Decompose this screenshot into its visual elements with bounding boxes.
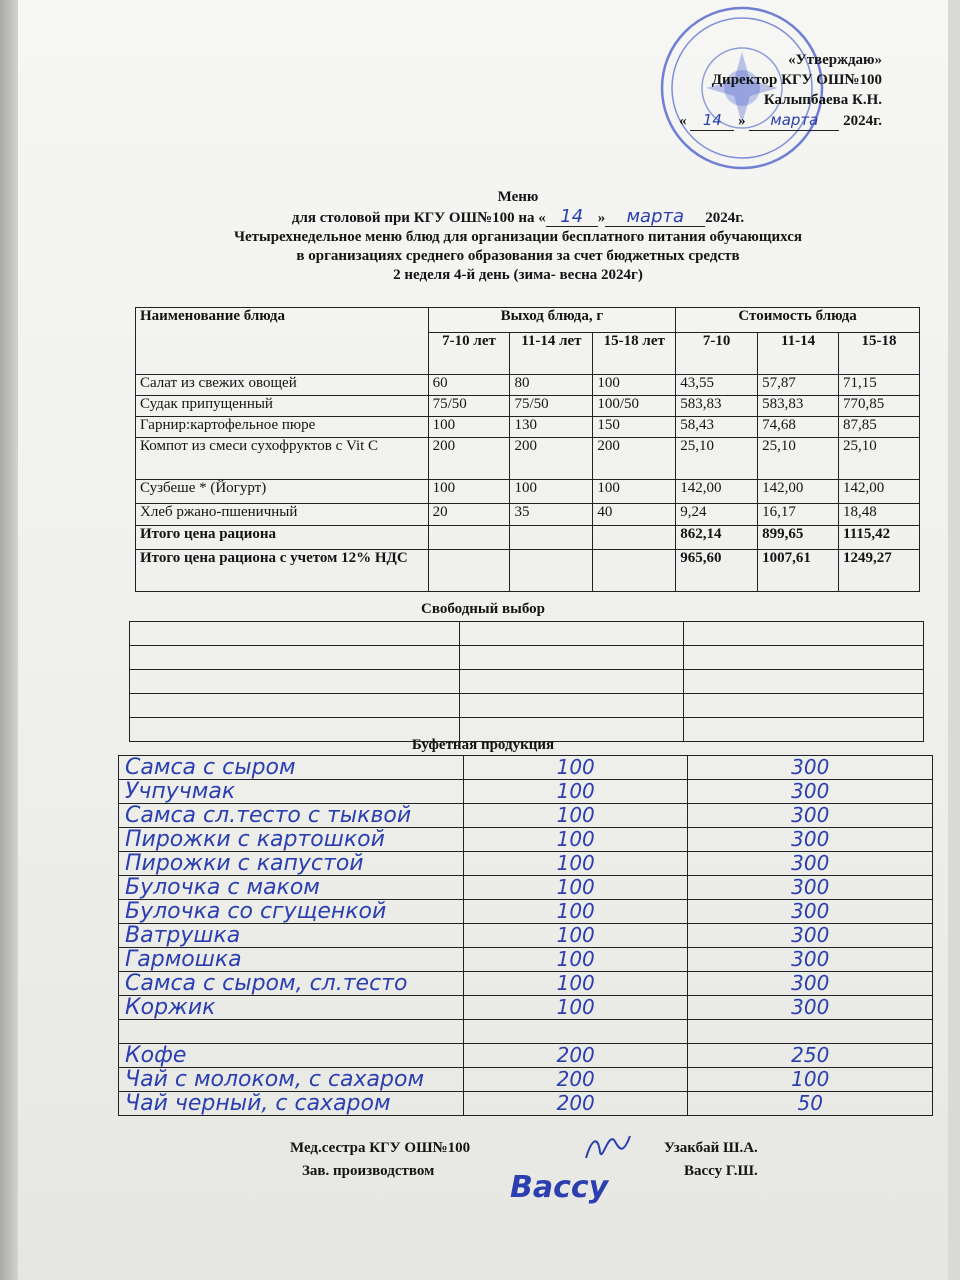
header-line2-mid: »	[597, 210, 606, 226]
paper-shadow	[0, 0, 18, 1280]
buffet-item-price: 300	[688, 972, 933, 996]
output-15-18: 100/50	[593, 396, 676, 417]
buffet-item-weight: 100	[463, 876, 688, 900]
output-11-14: 200	[510, 438, 593, 480]
header-day: 14	[546, 207, 598, 227]
age-out-2: 11-14 лет	[510, 333, 593, 375]
cost-7-10: 583,83	[676, 396, 758, 417]
total-11-14: 899,65	[758, 526, 839, 550]
dish-name: Гарнир:картофельное пюре	[136, 417, 429, 438]
table-row	[119, 996, 933, 1020]
table-row	[119, 756, 933, 780]
output-7-10: 200	[428, 438, 510, 480]
cost-11-14: 16,17	[758, 504, 839, 526]
menu-header-line-4: в организациях среднего образования за счет бюджетных средств	[296, 248, 740, 264]
dish-name: Компот из смеси сухофруктов с Vit C	[136, 438, 429, 480]
total-row	[136, 526, 920, 550]
table-row	[136, 504, 920, 526]
cost-11-14: 25,10	[758, 438, 839, 480]
table-row	[119, 804, 933, 828]
table-row	[119, 924, 933, 948]
document-page	[18, 0, 948, 1280]
buffet-item-name: Кофе	[119, 1044, 464, 1068]
chef-signature: Вассу	[510, 1170, 609, 1205]
nurse-name: Узакбай Ш.А.	[664, 1140, 758, 1156]
buffet-item-weight: 100	[463, 948, 688, 972]
cost-7-10: 58,43	[676, 417, 758, 438]
approval-date-year: 2024г.	[843, 113, 882, 129]
output-7-10: 75/50	[428, 396, 510, 417]
header-line2-prefix: для столовой при КГУ ОШ№100 на «	[291, 210, 546, 226]
buffet-item-price: 100	[688, 1068, 933, 1092]
table-row	[119, 876, 933, 900]
approval-line-2: Директор КГУ ОШ№100	[711, 72, 882, 88]
buffet-item-weight: 100	[463, 972, 688, 996]
buffet-item-name: Учпучмак	[119, 780, 464, 804]
output-11-14: 35	[510, 504, 593, 526]
table-row	[136, 417, 920, 438]
buffet-item-price: 300	[688, 948, 933, 972]
buffet-item-name: Чай с молоком, с сахаром	[119, 1068, 464, 1092]
buffet-item-price: 300	[688, 924, 933, 948]
menu-title: Меню	[497, 189, 539, 205]
output-15-18: 200	[593, 438, 676, 480]
buffet-item-weight	[463, 1020, 688, 1044]
table-row	[119, 1020, 933, 1044]
approval-date	[679, 110, 882, 131]
buffet-item-name	[119, 1020, 464, 1044]
buffet-item-name: Самса сл.тесто с тыквой	[119, 804, 464, 828]
total-vat-15-18: 1249,27	[839, 550, 920, 592]
output-15-18: 100	[593, 480, 676, 504]
cost-7-10: 142,00	[676, 480, 758, 504]
output-11-14: 75/50	[510, 396, 593, 417]
buffet-item-name: Самса с сыром	[119, 756, 464, 780]
menu-header-line-5: 2 неделя 4-й день (зима- весна 2024г)	[393, 267, 643, 283]
total-vat-label: Итого цена рациона с учетом 12% НДС	[136, 550, 429, 592]
buffet-table	[118, 755, 933, 1116]
age-cost-3: 15-18	[839, 333, 920, 375]
nurse-signature-icon	[578, 1128, 638, 1168]
nurse-label: Мед.сестра КГУ ОШ№100	[290, 1140, 471, 1156]
buffet-item-price: 300	[688, 828, 933, 852]
buffet-item-weight: 100	[463, 780, 688, 804]
buffet-item-price: 300	[688, 900, 933, 924]
buffet-item-name: Чай черный, с сахаром	[119, 1092, 464, 1116]
buffet-item-name: Пирожки с картошкой	[119, 828, 464, 852]
buffet-item-price: 300	[688, 876, 933, 900]
table-row	[130, 694, 924, 718]
buffet-item-price	[688, 1020, 933, 1044]
menu-header-date-line	[138, 207, 898, 228]
table-row	[119, 972, 933, 996]
buffet-item-weight: 100	[463, 924, 688, 948]
total-vat-11-14: 1007,61	[758, 550, 839, 592]
age-out-1: 7-10 лет	[428, 333, 510, 375]
buffet-item-name: Булочка с маком	[119, 876, 464, 900]
buffet-item-weight: 100	[463, 900, 688, 924]
cost-7-10: 43,55	[676, 375, 758, 396]
total-15-18: 1115,42	[839, 526, 920, 550]
buffet-item-weight: 100	[463, 804, 688, 828]
menu-table	[135, 307, 920, 592]
approval-date-day: 14	[690, 110, 734, 131]
output-11-14: 100	[510, 480, 593, 504]
col-header-output: Выход блюда, г	[428, 308, 676, 333]
table-row	[136, 396, 920, 417]
col-header-dish-name: Наименование блюда	[136, 308, 429, 375]
cost-7-10: 9,24	[676, 504, 758, 526]
header-month: марта	[605, 207, 705, 227]
cost-15-18: 25,10	[839, 438, 920, 480]
buffet-item-price: 250	[688, 1044, 933, 1068]
buffet-item-price: 300	[688, 996, 933, 1020]
output-11-14: 130	[510, 417, 593, 438]
approval-line-1: «Утверждаю»	[788, 52, 882, 68]
table-row	[119, 1092, 933, 1116]
output-7-10: 20	[428, 504, 510, 526]
table-row	[136, 438, 920, 480]
approval-date-month: марта	[749, 110, 839, 131]
buffet-item-price: 300	[688, 780, 933, 804]
chef-name: Вассу Г.Ш.	[684, 1163, 758, 1179]
menu-header-line-3: Четырехнедельное меню блюд для организации бесплатного питания обучающихся	[233, 229, 803, 245]
buffet-item-name: Пирожки с капустой	[119, 852, 464, 876]
dish-name: Судак припущенный	[136, 396, 429, 417]
buffet-item-price: 50	[688, 1092, 933, 1116]
output-7-10: 100	[428, 417, 510, 438]
cost-15-18: 18,48	[839, 504, 920, 526]
approval-date-open: «	[679, 113, 687, 129]
output-15-18: 100	[593, 375, 676, 396]
buffet-item-weight: 200	[463, 1092, 688, 1116]
buffet-title: Буфетная продукция	[411, 737, 555, 753]
total-vat-row	[136, 550, 920, 592]
cost-11-14: 74,68	[758, 417, 839, 438]
table-row	[119, 828, 933, 852]
cost-11-14: 57,87	[758, 375, 839, 396]
header-line2-suffix: 2024г.	[705, 210, 745, 226]
cost-15-18: 142,00	[839, 480, 920, 504]
output-7-10: 60	[428, 375, 510, 396]
buffet-item-price: 300	[688, 852, 933, 876]
buffet-item-price: 300	[688, 756, 933, 780]
buffet-item-weight: 100	[463, 852, 688, 876]
table-row	[130, 622, 924, 646]
buffet-item-weight: 100	[463, 996, 688, 1020]
output-15-18: 150	[593, 417, 676, 438]
output-7-10: 100	[428, 480, 510, 504]
total-label: Итого цена рациона	[136, 526, 429, 550]
table-row	[136, 375, 920, 396]
table-row	[119, 852, 933, 876]
dish-name: Салат из свежих овощей	[136, 375, 429, 396]
cost-15-18: 71,15	[839, 375, 920, 396]
table-row	[119, 948, 933, 972]
cost-15-18: 87,85	[839, 417, 920, 438]
approval-block	[679, 50, 882, 131]
menu-header	[138, 188, 898, 285]
buffet-item-weight: 200	[463, 1044, 688, 1068]
cost-7-10: 25,10	[676, 438, 758, 480]
age-out-3: 15-18 лет	[593, 333, 676, 375]
total-7-10: 862,14	[676, 526, 758, 550]
buffet-item-name: Коржик	[119, 996, 464, 1020]
output-11-14: 80	[510, 375, 593, 396]
age-cost-1: 7-10	[676, 333, 758, 375]
approval-date-close: »	[738, 113, 746, 129]
table-row	[130, 670, 924, 694]
table-row	[130, 646, 924, 670]
cost-11-14: 142,00	[758, 480, 839, 504]
free-choice-title: Свободный выбор	[421, 601, 545, 617]
table-row	[136, 480, 920, 504]
chef-label: Зав. производством	[302, 1163, 435, 1179]
buffet-item-weight: 200	[463, 1068, 688, 1092]
buffet-item-price: 300	[688, 804, 933, 828]
dish-name: Хлеб ржано-пшеничный	[136, 504, 429, 526]
dish-name: Сузбеше * (Йогурт)	[136, 480, 429, 504]
buffet-item-name: Булочка со сгущенкой	[119, 900, 464, 924]
buffet-item-name: Гармошка	[119, 948, 464, 972]
table-row	[119, 780, 933, 804]
buffet-item-weight: 100	[463, 828, 688, 852]
buffet-item-weight: 100	[463, 756, 688, 780]
cost-11-14: 583,83	[758, 396, 839, 417]
buffet-item-name: Ватрушка	[119, 924, 464, 948]
age-cost-2: 11-14	[758, 333, 839, 375]
cost-15-18: 770,85	[839, 396, 920, 417]
col-header-cost: Стоимость блюда	[676, 308, 920, 333]
free-choice-table	[129, 621, 924, 742]
table-row	[119, 1044, 933, 1068]
total-vat-7-10: 965,60	[676, 550, 758, 592]
table-row	[119, 1068, 933, 1092]
output-15-18: 40	[593, 504, 676, 526]
table-row	[119, 900, 933, 924]
buffet-item-name: Самса с сыром, сл.тесто	[119, 972, 464, 996]
approval-line-3: Калыпбаева К.Н.	[763, 92, 882, 108]
